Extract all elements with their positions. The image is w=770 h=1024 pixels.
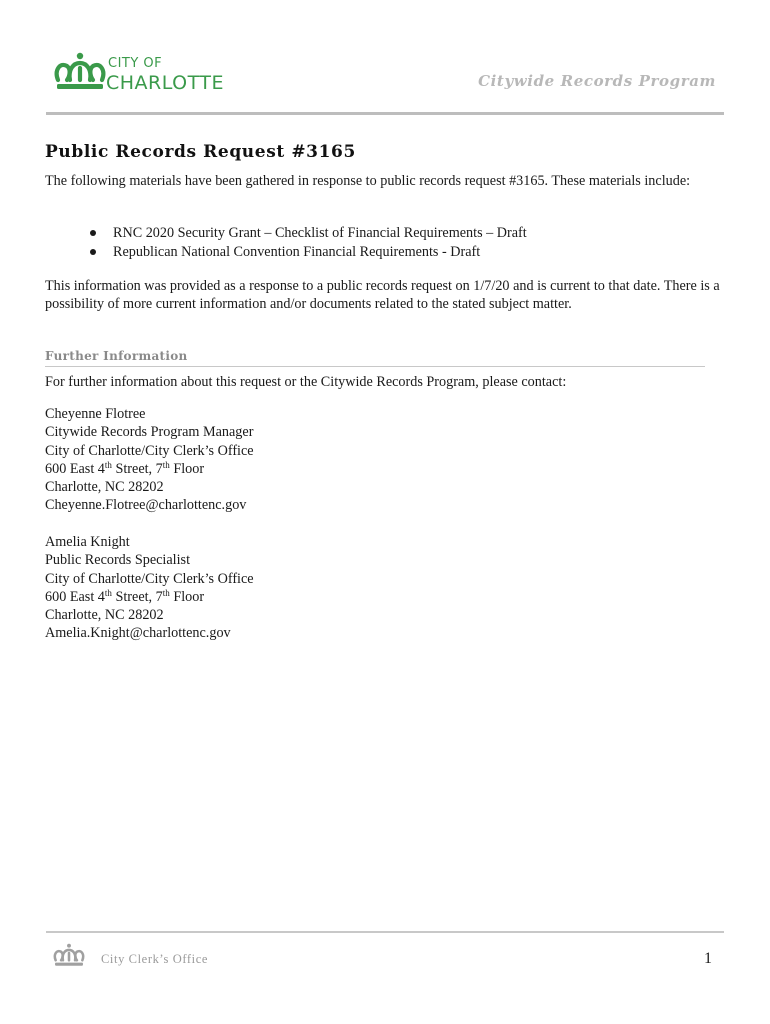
crown-icon — [52, 942, 86, 970]
logo-city-text: CITY OF — [108, 56, 163, 71]
contact-role: Citywide Records Program Manager — [45, 424, 254, 441]
contact-email: Amelia.Knight@charlottenc.gov — [45, 625, 231, 642]
contact-office: City of Charlotte/City Clerk’s Office — [45, 442, 254, 459]
intro-paragraph: The following materials have been gathered in response to public records request #3165. These materials include: — [45, 173, 691, 189]
city-of-charlotte-logo — [52, 50, 242, 98]
page-number: 1 — [704, 950, 712, 967]
section-divider — [45, 366, 705, 367]
crown-logo-icon — [52, 50, 108, 96]
contact-name: Cheyenne Flotree — [45, 406, 146, 422]
contact-name: Amelia Knight — [45, 534, 130, 550]
list-item — [88, 224, 527, 243]
bullet-icon — [90, 249, 96, 255]
list-item-text: RNC 2020 Security Grant – Checklist of Financial Requirements – Draft — [113, 225, 527, 241]
contact-city: Charlotte, NC 28202 — [45, 607, 164, 624]
header-program-title: Citywide Records Program — [478, 72, 716, 90]
list-item-text: Republican National Convention Financial Requirements - Draft — [113, 244, 481, 260]
materials-list — [88, 224, 527, 262]
footer-divider — [46, 931, 724, 933]
contact-block — [45, 533, 254, 643]
further-information-text: For further information about this request or the Citywide Records Program, please contact: — [45, 374, 567, 390]
contact-office: City of Charlotte/City Clerk’s Office — [45, 570, 254, 587]
response-paragraph: This information was provided as a response to a public records request on 1/7/20 and is current to that date. There is a possibility of more current information and/or documents related to the stated subject matter. — [45, 278, 720, 312]
further-information-heading: Further Information — [45, 349, 188, 363]
contact-email: Cheyenne.Flotree@charlottenc.gov — [45, 497, 247, 514]
contact-role: Public Records Specialist — [45, 552, 191, 569]
header-divider — [46, 112, 724, 115]
contact-city: Charlotte, NC 28202 — [45, 479, 164, 496]
list-item — [88, 243, 527, 262]
footer-office-text: City Clerk’s Office — [101, 952, 208, 966]
contact-street: 600 East 4th Street, 7th Floor — [45, 459, 205, 477]
contact-block — [45, 405, 254, 515]
document-title: Public Records Request #3165 — [45, 142, 356, 162]
bullet-icon — [90, 230, 96, 236]
contact-street: 600 East 4th Street, 7th Floor — [45, 587, 205, 605]
logo-charlotte-text: CHARLOTTE — [106, 72, 224, 94]
